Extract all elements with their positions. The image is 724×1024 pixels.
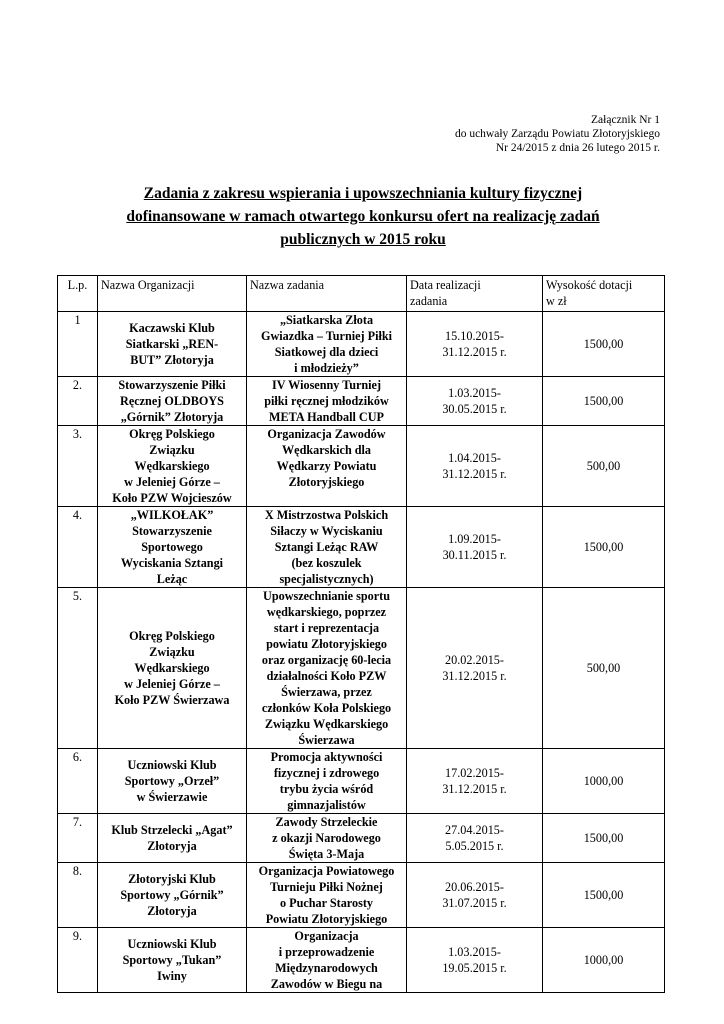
- cell-organization-line: Wyciskania Sztangi: [120, 556, 224, 570]
- cell-task-line: Wędkarzy Powiatu: [276, 459, 377, 473]
- cell-lp: 1: [58, 312, 98, 377]
- cell-task-line: Turnieju Piłki Nożnej: [270, 880, 383, 894]
- cell-date-line: 30.11.2015 r.: [442, 548, 507, 562]
- cell-date: [407, 588, 543, 749]
- cell-date: [407, 377, 543, 426]
- table-row: [58, 863, 665, 928]
- cell-task-line: piłki ręcznej młodzików: [264, 394, 389, 408]
- header-amount-line-1: Wysokość dotacji: [546, 278, 633, 292]
- cell-amount: 500,00: [543, 426, 665, 507]
- cell-date-line: 17.02.2015-: [445, 766, 504, 780]
- header-date-line-2: zadania: [410, 294, 448, 308]
- cell-task-line: Międzynarodowych: [275, 961, 378, 975]
- cell-organization-line: Sportowego: [141, 540, 203, 554]
- cell-date-line: 31.12.2015 r.: [442, 345, 507, 359]
- cell-task-line: META Handball CUP: [269, 410, 384, 424]
- title-line-1: Zadania z zakresu wspierania i upowszechniania kultury fizycznej: [143, 185, 583, 202]
- cell-task: [247, 507, 407, 588]
- cell-organization-line: Siatkarski „REN-: [125, 337, 219, 351]
- cell-lp: 7.: [58, 814, 98, 863]
- cell-date-line: 31.12.2015 r.: [442, 669, 507, 683]
- cell-organization-line: w Jeleniej Górze –: [124, 475, 220, 489]
- cell-task-line: Sztangi Leżąc RAW: [274, 540, 379, 554]
- table-row: [58, 588, 665, 749]
- cell-organization-line: Stowarzyszenie Piłki: [118, 378, 226, 392]
- table-row: [58, 814, 665, 863]
- cell-organization: [98, 507, 247, 588]
- cell-amount: 1500,00: [543, 814, 665, 863]
- cell-organization-line: w Świerzawie: [136, 790, 208, 804]
- cell-organization: [98, 814, 247, 863]
- table-body: [58, 312, 665, 993]
- cell-task-line: start i reprezentacja: [273, 621, 380, 635]
- cell-lp: 4.: [58, 507, 98, 588]
- cell-organization: [98, 426, 247, 507]
- cell-date-line: 1.09.2015-: [448, 532, 501, 546]
- cell-lp: 9.: [58, 928, 98, 993]
- title-line-2: dofinansowane w ramach otwartego konkursu ofert na realizację zadań: [126, 208, 600, 225]
- cell-task-line: i przeprowadzenie: [278, 945, 375, 959]
- cell-date: [407, 928, 543, 993]
- header-date: [407, 276, 543, 312]
- cell-organization-line: w Jeleniej Górze –: [124, 677, 220, 691]
- cell-task-line: trybu życia wśród: [279, 782, 374, 796]
- attachment-line-3: Nr 24/2015 z dnia 26 lutego 2015 r.: [495, 142, 660, 154]
- cell-organization-line: Wędkarskiego: [134, 459, 210, 473]
- cell-date-line: 31.12.2015 r.: [442, 782, 507, 796]
- cell-organization: [98, 312, 247, 377]
- cell-organization-line: Związku: [149, 645, 195, 659]
- cell-organization-line: Związku: [149, 443, 195, 457]
- cell-organization-line: Sportowy „Tukan”: [122, 953, 222, 967]
- cell-organization-line: Sportowy „Orzeł”: [124, 774, 220, 788]
- cell-date: [407, 507, 543, 588]
- cell-organization-line: Koło PZW Wojcieszów: [112, 491, 232, 505]
- cell-task-line: „Siatkarska Złota: [279, 313, 374, 327]
- cell-date: [407, 426, 543, 507]
- header-organization: Nazwa Organizacji: [98, 276, 247, 312]
- cell-amount: 1000,00: [543, 749, 665, 814]
- attachment-line-1: Załącznik Nr 1: [591, 114, 660, 126]
- cell-task: [247, 588, 407, 749]
- cell-task-line: Siłaczy w Wyciskaniu: [270, 524, 383, 538]
- cell-task-line: Zawody Strzeleckie: [275, 815, 378, 829]
- title-line-3: publicznych w 2015 roku: [280, 231, 446, 248]
- cell-organization: [98, 863, 247, 928]
- cell-task-line: specjalistycznych): [279, 572, 374, 586]
- cell-organization-line: Leżąc: [156, 572, 188, 586]
- cell-organization-line: „WILKOŁAK”: [130, 508, 214, 522]
- attachment-line-2: do uchwały Zarządu Powiatu Złotoryjskiego: [454, 128, 660, 140]
- cell-date-line: 20.02.2015-: [445, 653, 504, 667]
- cell-organization-line: Klub Strzelecki „Agat”: [111, 823, 233, 837]
- cell-date-line: 5.05.2015 r.: [445, 839, 504, 853]
- cell-task-line: Organizacja Zawodów: [267, 427, 386, 441]
- cell-task: [247, 426, 407, 507]
- cell-lp: 8.: [58, 863, 98, 928]
- cell-task: [247, 312, 407, 377]
- cell-organization: [98, 928, 247, 993]
- cell-task-line: Organizacja: [294, 929, 359, 943]
- cell-task-line: wędkarskiego, poprzez: [266, 605, 387, 619]
- cell-task-line: (bez koszulek: [291, 556, 362, 570]
- cell-organization: [98, 588, 247, 749]
- cell-task-line: z okazji Narodowego: [272, 831, 381, 845]
- cell-task-line: Zawodów w Biegu na: [270, 977, 383, 991]
- cell-task-line: oraz organizację 60-lecia: [261, 653, 392, 667]
- cell-task-line: fizycznej i zdrowego: [273, 766, 380, 780]
- cell-organization-line: Wędkarskiego: [134, 661, 210, 675]
- cell-organization-line: „Górnik” Złotoryja: [120, 410, 224, 424]
- document-title: [80, 182, 646, 251]
- cell-organization-line: Iwiny: [157, 969, 187, 983]
- cell-date: [407, 814, 543, 863]
- cell-task-line: członków Koła Polskiego: [261, 701, 392, 715]
- cell-task-line: Wędkarskich dla: [281, 443, 372, 457]
- cell-task-line: Organizacja Powiatowego: [258, 864, 395, 878]
- cell-task-line: działalności Koło PZW: [266, 669, 387, 683]
- cell-organization-line: Złotoryja: [147, 904, 197, 918]
- cell-organization-line: Okręg Polskiego: [129, 427, 215, 441]
- cell-lp: 3.: [58, 426, 98, 507]
- cell-date-line: 1.03.2015-: [448, 386, 501, 400]
- cell-organization-line: Uczniowski Klub: [127, 937, 217, 951]
- cell-date-line: 1.03.2015-: [448, 945, 501, 959]
- header-amount: [543, 276, 665, 312]
- cell-date: [407, 749, 543, 814]
- cell-organization-line: Złotoryja: [147, 839, 197, 853]
- cell-organization: [98, 749, 247, 814]
- cell-organization-line: Złotoryjski Klub: [128, 872, 216, 886]
- cell-amount: 1500,00: [543, 312, 665, 377]
- cell-date-line: 1.04.2015-: [448, 451, 501, 465]
- cell-lp: 2.: [58, 377, 98, 426]
- cell-task-line: i młodzieży”: [294, 361, 359, 375]
- table-row: [58, 507, 665, 588]
- cell-task-line: Promocja aktywności: [270, 750, 383, 764]
- table-header-row: [58, 276, 665, 312]
- cell-organization-line: Okręg Polskiego: [129, 629, 215, 643]
- cell-task: [247, 749, 407, 814]
- cell-task: [247, 377, 407, 426]
- cell-organization: [98, 377, 247, 426]
- header-amount-line-2: w zł: [546, 294, 567, 308]
- cell-amount: 1500,00: [543, 377, 665, 426]
- cell-task-line: Gwiazdka – Turniej Piłki: [260, 329, 393, 343]
- cell-date: [407, 863, 543, 928]
- cell-task-line: Świerzawa: [298, 733, 355, 747]
- attachment-note: [455, 113, 660, 155]
- cell-task-line: IV Wiosenny Turniej: [271, 378, 382, 392]
- grants-table: [57, 275, 665, 993]
- cell-amount: 1500,00: [543, 863, 665, 928]
- cell-lp: 6.: [58, 749, 98, 814]
- table-row: [58, 749, 665, 814]
- cell-date-line: 15.10.2015-: [445, 329, 504, 343]
- cell-amount: 1500,00: [543, 507, 665, 588]
- cell-organization-line: Kaczawski Klub: [129, 321, 215, 335]
- cell-organization-line: Sportowy „Górnik”: [120, 888, 224, 902]
- table-row: [58, 426, 665, 507]
- cell-amount: 1000,00: [543, 928, 665, 993]
- cell-date-line: 31.07.2015 r.: [442, 896, 507, 910]
- cell-organization-line: Koło PZW Świerzawa: [114, 693, 230, 707]
- table-row: [58, 312, 665, 377]
- cell-task: [247, 814, 407, 863]
- cell-date-line: 30.05.2015 r.: [442, 402, 507, 416]
- cell-task-line: Siatkowej dla dzieci: [274, 345, 379, 359]
- cell-amount: 500,00: [543, 588, 665, 749]
- cell-date-line: 31.12.2015 r.: [442, 467, 507, 481]
- cell-date: [407, 312, 543, 377]
- cell-task-line: o Puchar Starosty: [280, 896, 373, 910]
- cell-lp: 5.: [58, 588, 98, 749]
- cell-task: [247, 928, 407, 993]
- cell-task-line: Związku Wędkarskiego: [264, 717, 389, 731]
- cell-task-line: Upowszechnianie sportu: [263, 589, 390, 603]
- cell-organization-line: BUT” Złotoryja: [130, 353, 214, 367]
- cell-date-line: 20.06.2015-: [445, 880, 504, 894]
- cell-date-line: 27.04.2015-: [445, 823, 504, 837]
- table-row: [58, 377, 665, 426]
- cell-task-line: X Mistrzostwa Polskich: [264, 508, 389, 522]
- cell-task-line: Święta 3-Maja: [288, 847, 365, 861]
- cell-organization-line: Ręcznej OLDBOYS: [120, 394, 224, 408]
- header-date-line-1: Data realizacji: [410, 278, 481, 292]
- cell-organization-line: Uczniowski Klub: [127, 758, 217, 772]
- header-lp: L.p.: [58, 276, 98, 312]
- header-task: Nazwa zadania: [247, 276, 407, 312]
- table-row: [58, 928, 665, 993]
- cell-task: [247, 863, 407, 928]
- cell-task-line: powiatu Złotoryjskiego: [266, 637, 387, 651]
- cell-date-line: 19.05.2015 r.: [442, 961, 507, 975]
- cell-task-line: gimnazjalistów: [287, 798, 366, 812]
- cell-task-line: Złotoryjskiego: [288, 475, 365, 489]
- cell-task-line: Świerzawa, przez: [281, 685, 372, 699]
- cell-task-line: Powiatu Złotoryjskiego: [265, 912, 388, 926]
- cell-organization-line: Stowarzyszenie: [132, 524, 212, 538]
